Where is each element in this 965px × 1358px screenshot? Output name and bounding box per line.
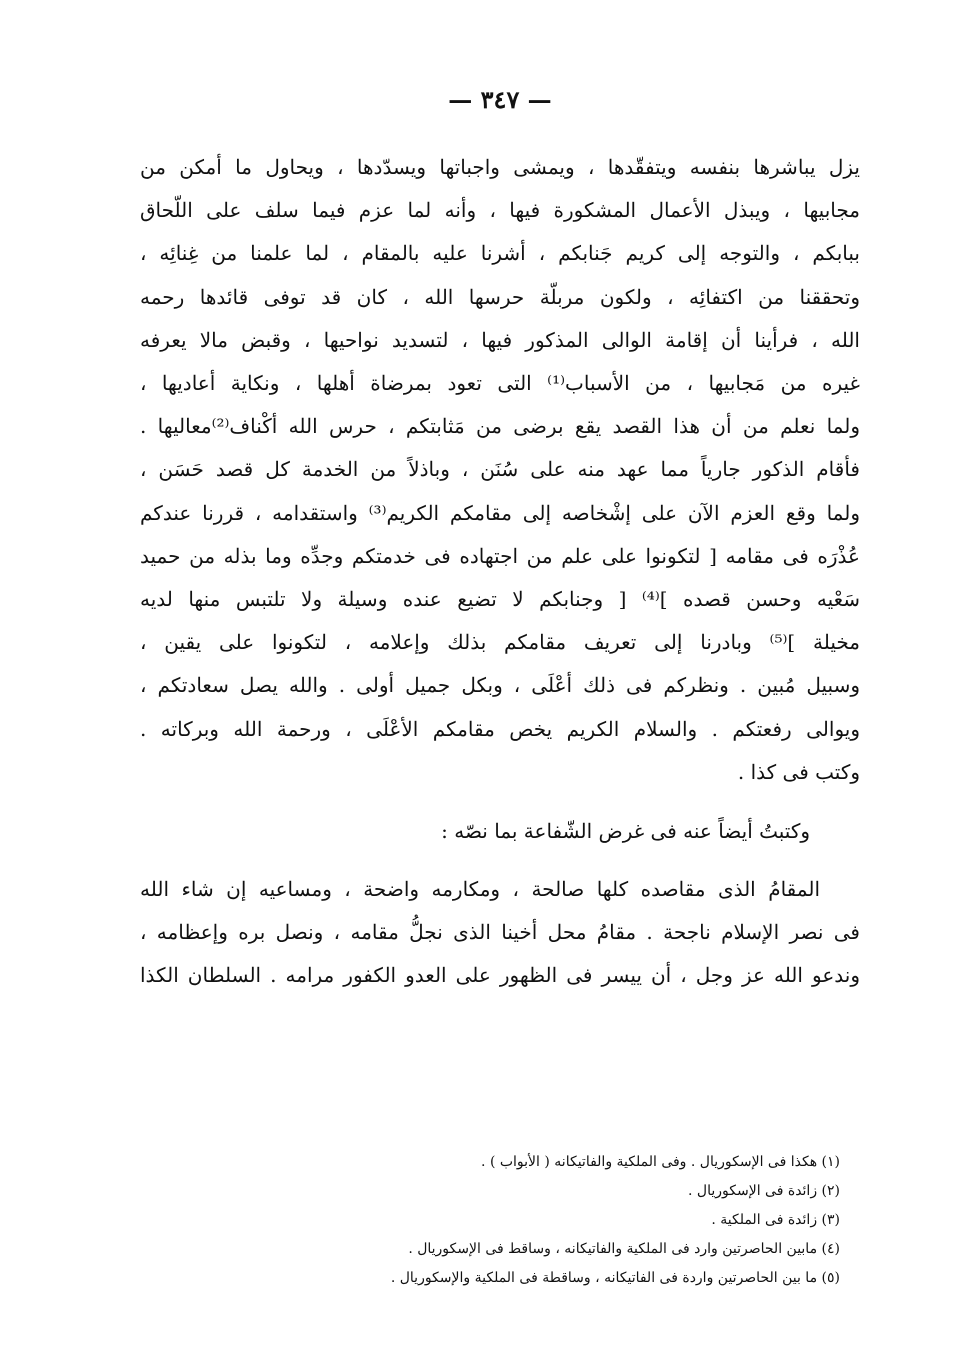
text-line: فأقام الذكور جارياً مما عهد منه على سُنَن ، وباذلاً من الخدمة كل قصد حَسَن ، bbox=[140, 457, 860, 482]
text-line: وندعو الله عز وجل ، أن ييسر فى الظهور على العدو الكفور مرامه . السلطان الكذا bbox=[140, 963, 860, 988]
footnote: (١) هكذا فى الإسكوريال . وفى الملكية والفاتيكانه ( الأبواب ) . bbox=[481, 1154, 840, 1170]
text-line: مخيلة ]⁽⁵⁾ وبادرنا إلى تعريف مقامكم بذلك وإعلامه ، لتكونوا على يقين ، bbox=[140, 630, 860, 655]
footnote: (٢) زائدة فى الإسكوريال . bbox=[688, 1183, 840, 1199]
text-line: ببابكم ، والتوجه إلى كريم جَنابكم ، أشرنا عليه بالمقام ، لما علمنا من غِنائِه ، bbox=[140, 241, 860, 266]
text-line: وتحققنا من اكتفائِه ، ولكون مربلّة حرسها الله ، كان قد توفى قائدها رحمه bbox=[140, 284, 860, 309]
text-line: غيره من مَجابيها ، من الأسباب⁽¹⁾ التى تعود بمرضاة أهلها ، ونكاية أعاديها ، bbox=[140, 371, 860, 396]
footnotes bbox=[320, 1148, 840, 1293]
footnote: (٥) ما بين الحاصرتين واردة فى الفاتيكانه ، وساقطة فى الملكية والإسكوريال . bbox=[390, 1270, 840, 1286]
text-line: ولما وقع العزم الآن على إشْخاصه إلى مقامكم الكريم⁽³⁾ واستقدامه ، قررنا عندكم bbox=[140, 500, 860, 525]
text-line: فى نصر الإسلام ناجحة . مقامُ محل أخينا الذى نجلُّ مقامه ، ونصل بره وإعظامه ، bbox=[140, 920, 860, 945]
page-number: — ٣٤٧ — bbox=[448, 85, 552, 114]
text-line: ولما نعلم من أن هذا القصد يقع برضى من مَثابتكم ، حرس الله أكْناف⁽²⁾معاليها . bbox=[140, 414, 860, 439]
text-line: وسبيل مُبين . ونظركم فى ذلك أعْلَى ، وبكل جميل أولى . والله يصل سعادتكم ، bbox=[140, 673, 860, 698]
text-line: المقامُ الذى مقاصده كلها صالحة ، ومكارمه واضحة ، ومساعيه إن شاء الله bbox=[140, 877, 820, 902]
body-paragraph-2 bbox=[140, 868, 860, 998]
text-line: سَعْيه وحسن قصده ]⁽⁴⁾ [ وجنابكم لا تضيع عنده وسيلة ولا تلتبس منها لديه bbox=[140, 587, 860, 612]
text-line: الله ، فرأينا أن إقامة الوالى المذكور فيها ، لتسديد نواحيها ، وقبض مالا يعرفه bbox=[140, 327, 860, 352]
text-line: يزل يباشرها بنفسه ويتفقّدها ، ويمشى واجباتها ويسدّدها ، ويحاول ما أمكن من bbox=[140, 155, 860, 179]
section-heading: وكتبتُ أيضاً عنه فى غرض الشّفاعة بما نصّه : bbox=[441, 819, 810, 844]
text-line: وكتب فى كذا . bbox=[737, 759, 860, 784]
text-line: عُذْرَه فى مقامه [ لتكونوا على علم من اجتهاده فى خدمتكم وجدِّه وما بذله من حميد bbox=[140, 543, 860, 568]
document-page bbox=[140, 80, 860, 998]
body-paragraph-1 bbox=[140, 146, 860, 794]
footnote: (٣) زائدة فى الملكية . bbox=[711, 1212, 840, 1228]
text-line: ويوالى رفعتكم . والسلام الكريم يخص مقامكم الأعْلَى ، ورحمة الله وبركاته . bbox=[140, 716, 860, 741]
footnote: (٤) مابين الحاصرتين وارد فى الملكية والفاتيكانه ، وساقط فى الإسكوريال . bbox=[408, 1241, 840, 1257]
text-line: مجابيها ، ويبذل الأعمال المشكورة فيها ، وأنه لما عزم فيما سلف على اللّحاق bbox=[140, 198, 860, 223]
